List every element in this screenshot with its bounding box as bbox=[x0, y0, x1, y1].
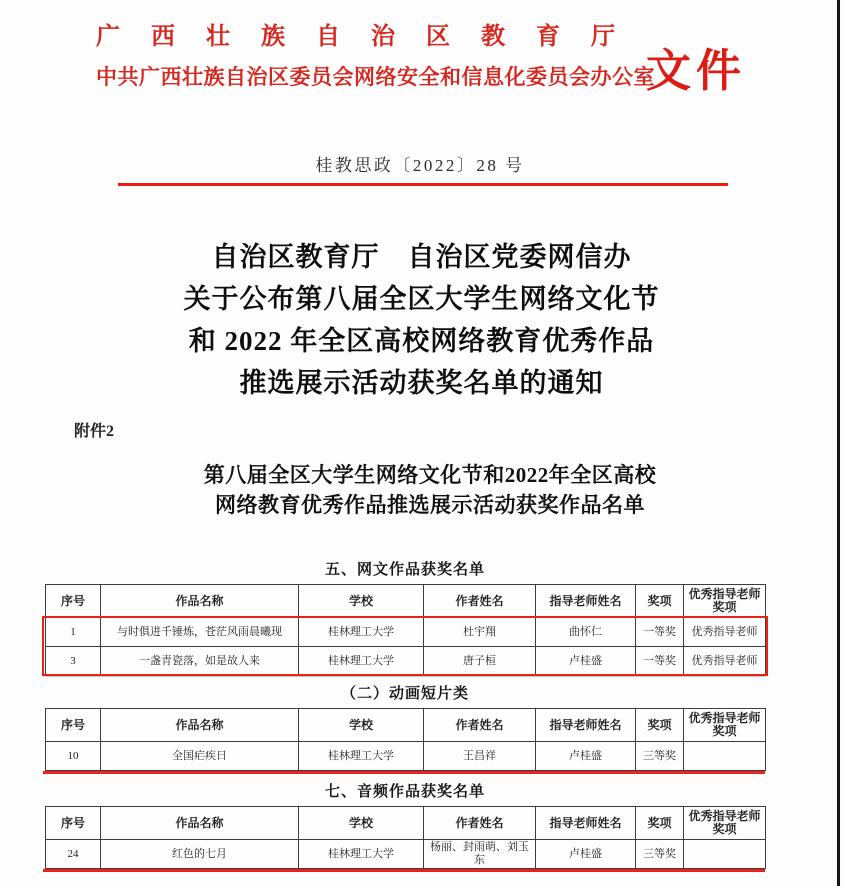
table-cell: 红色的七月 bbox=[101, 840, 299, 869]
notice-title-line: 和 2022 年全区高校网络教育优秀作品 bbox=[188, 326, 655, 356]
table-cell: 一盏青瓷落，如是故人来 bbox=[101, 647, 299, 676]
section-title: 五、网文作品获奖名单 bbox=[324, 562, 485, 578]
table-cell: 卢桂盛 bbox=[536, 840, 636, 869]
awards-table bbox=[45, 806, 766, 869]
notice-title bbox=[0, 236, 843, 404]
column-header: 指导老师姓名 bbox=[536, 709, 636, 742]
table-cell: 三等奖 bbox=[636, 742, 684, 771]
table-cell: 全国疟疾日 bbox=[101, 742, 299, 771]
table-cell: 一等奖 bbox=[636, 618, 684, 647]
column-header: 优秀指导老师奖项 bbox=[684, 709, 766, 742]
table-cell: 卢桂盛 bbox=[536, 742, 636, 771]
table-cell: 曲怀仁 bbox=[536, 618, 636, 647]
header-row bbox=[46, 807, 766, 840]
column-header: 序号 bbox=[46, 807, 101, 840]
column-header: 作品名称 bbox=[101, 709, 299, 742]
column-header: 优秀指导老师奖项 bbox=[684, 585, 766, 618]
section-title: （二）动画短片类 bbox=[340, 686, 469, 702]
table-cell: 一等奖 bbox=[636, 647, 684, 676]
header-row bbox=[46, 709, 766, 742]
red-underline bbox=[43, 869, 765, 872]
table-cell: 桂林理工大学 bbox=[299, 618, 424, 647]
header-row bbox=[46, 585, 766, 618]
column-header: 学校 bbox=[299, 807, 424, 840]
column-header: 奖项 bbox=[636, 807, 684, 840]
table-cell: 优秀指导老师 bbox=[684, 618, 766, 647]
column-header: 序号 bbox=[46, 709, 101, 742]
notice-title-line: 关于公布第八届全区大学生网络文化节 bbox=[183, 284, 660, 314]
table-wrapper bbox=[45, 806, 765, 869]
column-header: 作品名称 bbox=[101, 585, 299, 618]
column-header: 序号 bbox=[46, 585, 101, 618]
table-cell: 10 bbox=[46, 742, 101, 771]
page-right-border bbox=[837, 0, 840, 886]
column-header: 奖项 bbox=[636, 709, 684, 742]
appendix-title-line: 第八届全区大学生网络文化节和2022年全区高校 bbox=[203, 463, 657, 487]
table-cell: 3 bbox=[46, 647, 101, 676]
column-header: 奖项 bbox=[636, 585, 684, 618]
notice-title-line: 自治区教育厅 自治区党委网信办 bbox=[211, 242, 632, 272]
table-cell: 三等奖 bbox=[636, 840, 684, 869]
notice-title-line: 推选展示活动获奖名单的通知 bbox=[239, 368, 604, 398]
column-header: 优秀指导老师奖项 bbox=[684, 807, 766, 840]
letterhead bbox=[96, 22, 736, 91]
column-header: 指导老师姓名 bbox=[536, 585, 636, 618]
table-row bbox=[46, 647, 766, 676]
document-mark: 文件 bbox=[646, 46, 747, 96]
table-cell: 王昌祥 bbox=[424, 742, 536, 771]
table-cell: 1 bbox=[46, 618, 101, 647]
section-title: 七、音频作品获奖名单 bbox=[324, 784, 485, 800]
column-header: 作者姓名 bbox=[424, 807, 536, 840]
award-section-audio bbox=[45, 780, 765, 869]
table-row bbox=[46, 618, 766, 647]
column-header: 学校 bbox=[299, 709, 424, 742]
awards-table bbox=[45, 584, 766, 676]
table-cell: 唐子桓 bbox=[424, 647, 536, 676]
table-cell: 与时俱进千锤炼，苍茫风雨晨曦现 bbox=[101, 618, 299, 647]
red-underline bbox=[43, 771, 765, 774]
table-wrapper bbox=[45, 708, 765, 771]
table-cell: 桂林理工大学 bbox=[299, 840, 424, 869]
table-cell: 卢桂盛 bbox=[536, 647, 636, 676]
document-number: 桂教思政〔2022〕28 号 bbox=[315, 156, 525, 175]
table-cell: 杨丽、封雨萌、刘玉东 bbox=[424, 840, 536, 869]
table-cell: 杜宇翔 bbox=[424, 618, 536, 647]
table-row bbox=[46, 742, 766, 771]
table-cell: 桂林理工大学 bbox=[299, 742, 424, 771]
table-cell: 24 bbox=[46, 840, 101, 869]
table-cell bbox=[684, 742, 766, 771]
issuer-name-secondary: 中共广西壮族自治区委员会网络安全和信息化委员会办公室 bbox=[96, 66, 655, 89]
appendix-title bbox=[0, 460, 843, 520]
column-header: 学校 bbox=[299, 585, 424, 618]
award-section-web-literature bbox=[45, 558, 765, 676]
table-wrapper bbox=[45, 584, 765, 676]
table-row bbox=[46, 840, 766, 869]
column-header: 作者姓名 bbox=[424, 585, 536, 618]
column-header: 作者姓名 bbox=[424, 709, 536, 742]
red-separator-rule bbox=[118, 183, 728, 186]
table-cell bbox=[684, 840, 766, 869]
appendix-title-line: 网络教育优秀作品推选展示活动获奖作品名单 bbox=[215, 493, 645, 517]
table-cell: 桂林理工大学 bbox=[299, 647, 424, 676]
awards-table bbox=[45, 708, 766, 771]
attachment-label: 附件2 bbox=[74, 423, 115, 440]
issuer-name-primary: 广西壮族自治区教育厅 bbox=[96, 24, 646, 50]
table-cell: 优秀指导老师 bbox=[684, 647, 766, 676]
cropped-row-remnant bbox=[45, 676, 765, 677]
award-section-animation bbox=[45, 682, 765, 771]
column-header: 作品名称 bbox=[101, 807, 299, 840]
column-header: 指导老师姓名 bbox=[536, 807, 636, 840]
